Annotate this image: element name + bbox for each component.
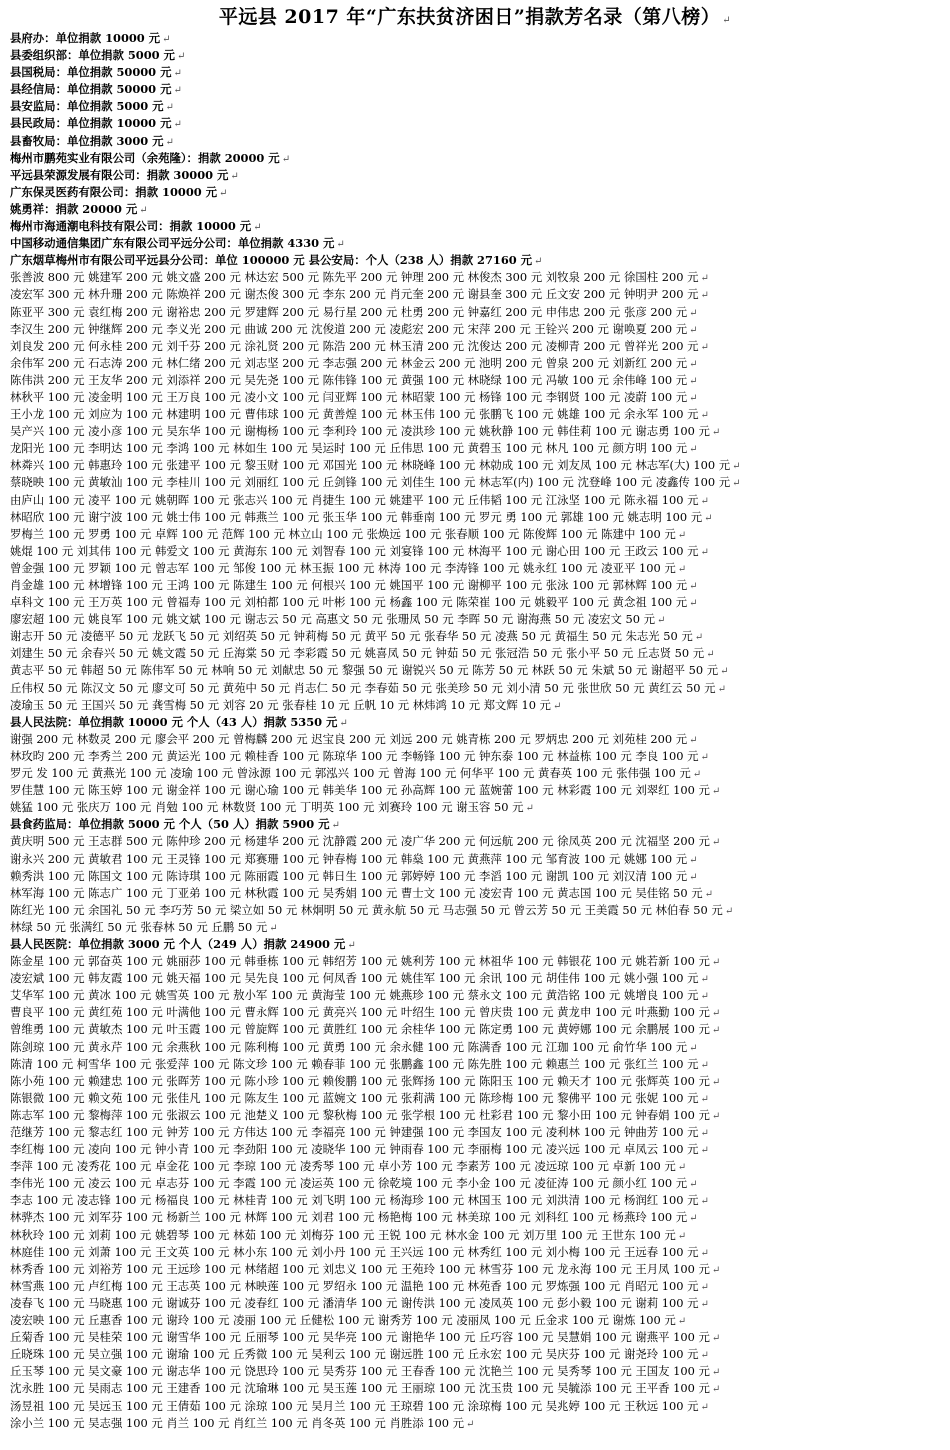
paragraph-mark-icon: ↵	[700, 751, 709, 763]
line-text: 李萍 100 元 凌秀花 100 元 卓金花 100 元 李琼 100 元 凌秀琴 100 元 卓小芳 100 元 李素芳 100 元 凌远琼 100 元 卓新 100 元	[10, 1159, 676, 1174]
paragraph-mark-icon: ↵	[657, 615, 666, 627]
paragraph-mark-icon: ↵	[711, 1333, 721, 1345]
line-text: 陈金星 100 元 郭奋英 100 元 姚丽莎 100 元 韩垂栋 100 元 韩绍芳 100 元 姚利芳 100 元 林祖华 100 元 韩银花 100 元 姚若新 100 元	[10, 954, 710, 969]
line-text: 县安监局：单位捐款 5000 元	[10, 99, 164, 114]
paragraph-mark-icon: ↵	[700, 1093, 709, 1105]
paragraph-mark-icon: ↵	[700, 1298, 709, 1310]
donor-row	[10, 1261, 940, 1278]
paragraph-mark-icon: ↵	[700, 410, 709, 422]
line-text: 凌宏映 100 元 丘惠香 100 元 谢玲 100 元 凌丽 100 元 丘健松 100 元 谢秀芳 100 元 凌丽凤 100 元 丘金求 100 元 谢炼 100 元	[10, 1313, 676, 1328]
line-text: 丘玉琴 100 元 吴文豪 100 元 谢志华 100 元 饶思玲 100 元 吴秀芬 100 元 王春香 100 元 沈艳兰 100 元 吴秀琴 100 元 王国友 100 元	[10, 1364, 710, 1379]
donor-row	[10, 526, 940, 543]
line-text: 林庭佳 100 元 刘萧 100 元 王文英 100 元 林小东 100 元 刘小丹 100 元 王兴远 100 元 林秀红 100 元 刘小梅 100 元 王远春 100 元	[10, 1244, 699, 1259]
paragraph-mark-icon: ↵	[700, 991, 709, 1003]
section-heading-line	[10, 150, 940, 167]
paragraph-mark-icon: ↵	[347, 939, 356, 951]
donor-row	[10, 355, 940, 372]
line-text: 罗梅兰 100 元 罗勇 100 元 卓辉 100 元 范辉 100 元 林立山 100 元 张焕远 100 元 张春顺 100 元 陈俊辉 100 元 陈建中 100 元	[10, 526, 676, 541]
line-text: 梅州市海通潮电科技有限公司：捐款 10000 元	[10, 219, 252, 234]
line-text: 县经信局：单位捐款 50000 元	[10, 82, 172, 97]
paragraph-mark-icon: ↵	[689, 375, 698, 387]
line-text: 曾维勇 100 元 黄敏杰 100 元 叶玉霞 100 元 曾旋辉 100 元 黄胜红 100 元 余桂华 100 元 陈定勇 100 元 黄婷娜 100 元 余鹏展 100 元	[10, 1022, 710, 1037]
donor-row	[10, 1398, 940, 1415]
donor-row	[10, 1363, 940, 1380]
donor-row	[10, 457, 940, 474]
line-text: 谢志开 50 元 凌德平 50 元 龙跃飞 50 元 刘绍英 50 元 钟莉梅 50 元 黄平 50 元 张春华 50 元 凌燕 50 元 黄福生 50 元 朱志光 50 元	[10, 629, 693, 644]
line-text: 林粦兴 100 元 韩惠玲 100 元 张建平 100 元 黎玉财 100 元 邓国光 100 元 林晓峰 100 元 林勍成 100 元 刘友凤 100 元 林志军(大) 100 元	[10, 458, 731, 473]
line-text: 林秋玲 100 元 刘莉 100 元 姚碧琴 100 元 林茹 100 元 刘梅芬 100 元 王锐 100 元 林水金 100 元 刘万里 100 元 王世东 100 元	[10, 1227, 676, 1242]
donor-row	[10, 799, 940, 816]
section-heading-line	[10, 714, 940, 731]
line-text: 林秋平 100 元 凌金明 100 元 王万良 100 元 凌小文 100 元 闫亚辉 100 元 林昭蒙 100 元 杨锋 100 元 李钢贤 100 元 凌蔚 100 元	[10, 389, 688, 404]
donor-row	[10, 645, 940, 662]
donor-row	[10, 1124, 940, 1141]
paragraph-mark-icon: ↵	[711, 1367, 721, 1379]
paragraph-mark-icon: ↵	[173, 119, 182, 131]
line-text: 丘晓珠 100 元 吴立强 100 元 谢瑜 100 元 丘秀微 100 元 吴利云 100 元 谢远胜 100 元 丘永宏 100 元 吴庆芬 100 元 谢尧玲 100 元	[10, 1347, 699, 1362]
line-text: 梅州市鹏苑实业有限公司（余苑隆）：捐款 20000 元	[10, 150, 280, 165]
paragraph-mark-icon: ↵	[689, 307, 698, 319]
paragraph-mark-icon: ↵	[677, 1230, 687, 1242]
donor-row	[10, 1141, 940, 1158]
donor-row	[10, 1380, 940, 1397]
paragraph-mark-icon: ↵	[219, 187, 228, 199]
line-text: 黄志平 50 元 韩超 50 元 陈伟军 50 元 林响 50 元 刘献忠 50 元 黎强 50 元 谢锐兴 50 元 陈芳 50 元 林跃 50 元 朱斌 50 元 谢超平 50 元	[10, 663, 719, 678]
line-text: 吴产兴 100 元 凌小彦 100 元 吴东华 100 元 谢梅杨 100 元 李利玲 100 元 凌洪珍 100 元 姚秋静 100 元 韩佳莉 100 元 谢志勇 100 元	[10, 424, 710, 439]
line-text: 李志 100 元 凌志锋 100 元 杨福良 100 元 林桂青 100 元 刘飞明 100 元 杨海珍 100 元 林国玉 100 元 刘洪清 100 元 杨润红 100 元	[10, 1193, 699, 1208]
donor-row	[10, 1312, 940, 1329]
line-text: 范继芳 100 元 黎志红 100 元 钟芳 100 元 方伟达 100 元 李福亮 100 元 钟建强 100 元 李国友 100 元 凌利林 100 元 钟曲芳 100 元	[10, 1125, 699, 1139]
paragraph-mark-icon: ↵	[173, 85, 182, 97]
donor-row	[10, 1227, 940, 1244]
donor-row	[10, 509, 940, 526]
line-text: 陈亚平 300 元 袁红梅 200 元 谢裕忠 200 元 罗建辉 200 元 易行星 200 元 杜勇 200 元 钟嘉红 200 元 申伟忠 200 元 张彦 200 元	[10, 304, 688, 319]
line-text: 姚猛 100 元 张庆万 100 元 肖勉 100 元 林数贤 100 元 丁明英 100 元 刘赛玲 100 元 谢玉容 50 元	[10, 800, 524, 815]
paragraph-mark-icon: ↵	[711, 1384, 721, 1396]
paragraph-mark-icon: ↵	[717, 683, 726, 695]
donor-row	[10, 440, 940, 457]
line-text: 县国税局：单位捐款 50000 元	[10, 65, 172, 80]
donor-row	[10, 560, 940, 577]
donor-row	[10, 697, 940, 714]
paragraph-mark-icon: ↵	[704, 512, 713, 524]
donor-row	[10, 1039, 940, 1056]
line-text: 陈志军 100 元 黎梅萍 100 元 张淑云 100 元 池楚义 100 元 黎秋梅 100 元 张学根 100 元 杜彩君 100 元 黎小田 100 元 钟春娟 100 元	[10, 1107, 710, 1122]
paragraph-mark-icon: ↵	[722, 15, 732, 26]
line-text: 沈永胜 100 元 吴雨志 100 元 王建香 100 元 沈瑜琳 100 元 吴玉莲 100 元 王丽琼 100 元 沈玉贵 100 元 吴毓添 100 元 王平香 100 元	[10, 1381, 710, 1396]
paragraph-mark-icon: ↵	[689, 598, 698, 610]
section-heading-line	[10, 936, 940, 953]
paragraph-mark-icon: ↵	[700, 290, 709, 302]
line-text: 陈红光 100 元 余国礼 50 元 李巧芳 50 元 梁立如 50 元 林炯明 50 元 黄永航 50 元 马志强 50 元 曾云芳 50 元 王美霞 50 元 林伯春 50 元	[10, 902, 723, 917]
donor-row	[10, 406, 940, 423]
donor-row	[10, 372, 940, 389]
paragraph-mark-icon: ↵	[331, 820, 340, 832]
line-text: 县畜牧局：单位捐款 3000 元	[10, 133, 164, 148]
document-title	[10, 4, 940, 30]
donor-row	[10, 1415, 940, 1432]
section-heading-line	[10, 64, 940, 81]
line-text: 刘建生 50 元 余春兴 50 元 姚文霞 50 元 丘海棠 50 元 李彩霞 50 元 姚喜凤 50 元 钟茹 50 元 张冠浩 50 元 张小平 50 元 丘志贤 50 元	[10, 646, 705, 661]
donor-row	[10, 1090, 940, 1107]
paragraph-mark-icon: ↵	[534, 256, 543, 268]
paragraph-mark-icon: ↵	[336, 239, 345, 251]
paragraph-mark-icon: ↵	[700, 1401, 709, 1413]
donor-row	[10, 680, 940, 697]
line-text: 黄庆明 500 元 王志群 500 元 陈仲珍 200 元 杨建华 200 元 沈静霞 200 元 凌广华 200 元 何远航 200 元 徐凤英 200 元 沈福坚 200 元	[10, 834, 710, 849]
paragraph-mark-icon: ↵	[339, 717, 348, 729]
donor-row	[10, 868, 940, 885]
line-text: 县民政局：单位捐款 10000 元	[10, 116, 172, 131]
paragraph-mark-icon: ↵	[711, 837, 721, 849]
section-heading-line	[10, 115, 940, 132]
paragraph-mark-icon: ↵	[689, 1213, 698, 1225]
donor-row	[10, 1192, 940, 1209]
line-text: 赖秀洪 100 元 陈国文 100 元 陈诗琪 100 元 陈丽霞 100 元 韩日生 100 元 郭婷婷 100 元 李滔 100 元 谢凯 100 元 刘汉清 100 元	[10, 868, 688, 883]
donor-row	[10, 321, 940, 338]
paragraph-mark-icon: ↵	[694, 632, 704, 644]
line-text: 林玫昀 200 元 李秀兰 200 元 黄运光 100 元 赖桂香 100 元 陈琼华 100 元 李畅锋 100 元 钟东泰 100 元 林益栋 100 元 李良 100 元	[10, 748, 699, 763]
line-text: 凌宏斌 100 元 韩友霞 100 元 姚天福 100 元 吴先良 100 元 何凤香 100 元 姚佳军 100 元 余讯 100 元 胡佳伟 100 元 姚小强 100 元	[10, 971, 699, 986]
paragraph-mark-icon: ↵	[692, 769, 702, 781]
line-text: 凌宏军 300 元 林升珊 200 元 陈焕祥 200 元 谢杰俊 300 元 李东 200 元 肖元奎 200 元 谢县奎 300 元 丘文安 200 元 钟明尹 200 元	[10, 287, 699, 302]
paragraph-mark-icon: ↵	[173, 68, 182, 80]
paragraph-mark-icon: ↵	[711, 1076, 721, 1088]
line-text: 凌瑜玉 50 元 王国兴 50 元 龚雪梅 50 元 刘容 20 元 张春桂 10 元 丘帆 10 元 林炜鸿 10 元 郑文辉 10 元	[10, 697, 551, 712]
paragraph-mark-icon: ↵	[677, 1162, 687, 1174]
donor-row	[10, 611, 940, 628]
line-text: 陈伟洪 200 元 王友华 200 元 刘添祥 200 元 吴先尧 100 元 陈伟锋 100 元 黄强 100 元 林晓绿 100 元 冯敏 100 元 余伟峰 100 元	[10, 372, 688, 387]
line-text: 由庐山 100 元 凌平 100 元 姚朝晖 100 元 张志兴 100 元 肖捷生 100 元 姚建平 100 元 丘伟韬 100 元 江泳坚 100 元 陈永福 100 元	[10, 492, 699, 507]
section-heading-line	[10, 30, 940, 47]
paragraph-mark-icon: ↵	[525, 803, 534, 815]
line-text: 肖金雄 100 元 林增锋 100 元 王鸿 100 元 陈建生 100 元 何根兴 100 元 姚国平 100 元 谢柳平 100 元 张泳 100 元 郭林辉 100 元	[10, 578, 688, 592]
paragraph-mark-icon: ↵	[689, 871, 698, 883]
donor-row	[10, 577, 940, 594]
paragraph-mark-icon: ↵	[165, 102, 174, 114]
line-text: 卓科文 100 元 王万英 100 元 曾福寿 100 元 刘柏都 100 元 叶彬 100 元 杨鑫 100 元 陈荣崔 100 元 姚毅平 100 元 黄念祖 100 元	[10, 595, 688, 610]
paragraph-mark-icon: ↵	[689, 854, 698, 866]
paragraph-mark-icon: ↵	[700, 1196, 709, 1208]
paragraph-mark-icon: ↵	[700, 273, 709, 285]
line-text: 陈剑琼 100 元 黄永芹 100 元 余燕秋 100 元 陈利梅 100 元 黄勇 100 元 余永健 100 元 陈满香 100 元 江珈 100 元 俞竹华 100 元	[10, 1039, 688, 1054]
donor-row	[10, 765, 940, 782]
donor-row	[10, 286, 940, 303]
line-text: 丘伟权 50 元 陈汉文 50 元 廖文可 50 元 黄苑中 50 元 肖志仁 50 元 李春茹 50 元 张美珍 50 元 刘小清 50 元 张世欣 50 元 黄红云 50 元	[10, 680, 716, 695]
paragraph-mark-icon: ↵	[704, 888, 714, 900]
donor-lines	[10, 30, 940, 1432]
line-text: 李汉生 200 元 钟继辉 200 元 李义光 200 元 曲诚 200 元 沈俊道 200 元 凌彪宏 200 元 宋萍 200 元 王铨兴 200 元 谢唤夏 200 元	[10, 321, 688, 336]
paragraph-mark-icon: ↵	[700, 341, 709, 353]
paragraph-mark-icon: ↵	[724, 905, 734, 917]
donor-row	[10, 1295, 940, 1312]
donor-row	[10, 389, 940, 406]
paragraph-mark-icon: ↵	[700, 1350, 709, 1362]
paragraph-mark-icon: ↵	[700, 1145, 709, 1157]
line-text: 刘良发 200 元 何永桂 200 元 刘千芬 200 元 涂礼贤 200 元 陈浩 200 元 林玉清 200 元 沈俊达 200 元 凌柳青 200 元 曾祥光 200 元	[10, 338, 699, 353]
paragraph-mark-icon: ↵	[162, 34, 171, 45]
donor-row	[10, 269, 940, 286]
paragraph-mark-icon: ↵	[732, 478, 741, 490]
paragraph-mark-icon: ↵	[677, 529, 687, 541]
paragraph-mark-icon: ↵	[281, 153, 291, 165]
line-text: 平远县荣源发展有限公司：捐款 30000 元	[10, 167, 229, 182]
line-text: 县食药监局：单位捐款 5000 元 个人（50 人）捐款 5900 元	[10, 817, 330, 832]
donor-row	[10, 970, 940, 987]
line-text: 林秀香 100 元 刘裕芳 100 元 王远珍 100 元 林绪超 100 元 刘忠义 100 元 王苑玲 100 元 林雪芬 100 元 龙永海 100 元 王月凤 100 元	[10, 1261, 710, 1276]
line-text: 罗元 发 100 元 黄燕光 100 元 凌瑜 100 元 曾泳源 100 元 郭泓兴 100 元 曾海 100 元 何华平 100 元 黄春英 100 元 张伟强 100 元	[10, 766, 691, 781]
paragraph-mark-icon: ↵	[689, 1042, 698, 1054]
section-heading-line	[10, 47, 940, 64]
paragraph-mark-icon: ↵	[689, 392, 698, 404]
donor-row	[10, 338, 940, 355]
paragraph-mark-icon: ↵	[677, 1316, 687, 1328]
line-text: 林雪燕 100 元 卢红梅 100 元 王志英 100 元 林映莲 100 元 罗绍永 100 元 温艳 100 元 林苑香 100 元 罗炼强 100 元 肖昭元 100 元	[10, 1278, 699, 1293]
line-text: 谢永兴 200 元 黄敏君 100 元 王灵锋 100 元 郑赛珊 100 元 钟春梅 100 元 韩燊 100 元 黄燕萍 100 元 邹育波 100 元 姚娜 100 元	[10, 851, 688, 866]
paragraph-mark-icon: ↵	[711, 786, 721, 798]
section-heading-line	[10, 201, 940, 218]
paragraph-mark-icon: ↵	[552, 700, 562, 712]
donor-row	[10, 953, 940, 970]
line-text: 王小龙 100 元 刘应为 100 元 林建明 100 元 曹伟球 100 元 黄善煌 100 元 林玉伟 100 元 张鹏飞 100 元 姚雄 100 元 余永军 100 元	[10, 407, 699, 422]
line-text: 陈清 100 元 柯雪华 100 元 张爱萍 100 元 陈文珍 100 元 赖春菲 100 元 张鹏鑫 100 元 陈先胜 100 元 赖惠兰 100 元 张红兰 100 元	[10, 1056, 699, 1071]
paragraph-mark-icon: ↵	[711, 1008, 721, 1020]
line-text: 李红梅 100 元 凌向 100 元 钟小青 100 元 李劲阳 100 元 凌晓华 100 元 钟雨春 100 元 李丽梅 100 元 凌兴远 100 元 卓凤云 100 元	[10, 1142, 699, 1157]
donor-row	[10, 1056, 940, 1073]
donor-row	[10, 987, 940, 1004]
paragraph-mark-icon: ↵	[176, 51, 186, 63]
line-text: 艾华军 100 元 黄冰 100 元 姚雪英 100 元 敖小军 100 元 黄海莹 100 元 姚燕珍 100 元 蔡永文 100 元 黄浩铭 100 元 姚增良 100 元	[10, 988, 699, 1003]
paragraph-mark-icon: ↵	[269, 922, 278, 934]
section-heading-line	[10, 167, 940, 184]
donor-row	[10, 1244, 940, 1261]
paragraph-mark-icon: ↵	[711, 957, 721, 969]
line-text: 谢强 200 元 林数灵 200 元 廖会平 200 元 曾梅麟 200 元 迟宝良 200 元 刘远 200 元 姚青栋 200 元 罗炳忠 200 元 刘苑桂 200 元	[10, 731, 688, 746]
paragraph-mark-icon: ↵	[732, 461, 741, 473]
donor-row	[10, 1329, 940, 1346]
paragraph-mark-icon: ↵	[689, 581, 698, 592]
line-text: 广东烟草梅州市有限公司平远县分公司：单位 100000 元 县公安局：个人（238 人）捐款 27160 元	[10, 253, 533, 268]
line-text: 林绿 50 元 张满红 50 元 张春林 50 元 丘鹏 50 元	[10, 919, 268, 934]
donor-row	[10, 1158, 940, 1175]
line-text: 罗佳慧 100 元 陈玉婷 100 元 谢金祥 100 元 谢心瑜 100 元 韩美华 100 元 孙高辉 100 元 蓝婉蕾 100 元 林彩霞 100 元 刘翠红 100 元	[10, 783, 710, 798]
section-heading-line	[10, 816, 940, 833]
title-text: 平远县 2017 年“广东扶贫济困日”捐款芳名录（第八榜）	[218, 6, 721, 28]
line-text: 曾金强 100 元 罗颖 100 元 曾志军 100 元 邹俊 100 元 林玉振 100 元 林涛 100 元 李涛锋 100 元 姚永红 100 元 凌亚平 100 元	[10, 560, 676, 575]
line-text: 中国移动通信集团广东有限公司平远分公司：单位捐款 4330 元	[10, 236, 335, 251]
line-text: 陈小苑 100 元 赖建忠 100 元 张晖芳 100 元 陈小珍 100 元 赖俊鹏 100 元 张辉扬 100 元 陈阳玉 100 元 赖天才 100 元 张辉英 100 元	[10, 1073, 710, 1088]
paragraph-mark-icon: ↵	[689, 324, 698, 336]
donor-row	[10, 1175, 940, 1192]
line-text: 余伟军 200 元 石志涛 200 元 林仁绪 200 元 刘志坚 200 元 李志强 200 元 林金云 200 元 池明 200 元 曾泉 200 元 刘新红 200 元	[10, 355, 688, 370]
donor-row	[10, 1346, 940, 1363]
line-text: 县委组织部：单位捐款 5000 元	[10, 48, 175, 63]
section-heading-line	[10, 184, 940, 201]
paragraph-mark-icon: ↵	[689, 1179, 698, 1191]
donor-row	[10, 474, 940, 491]
line-text: 县府办：单位捐款 10000 元	[10, 31, 161, 45]
donor-row	[10, 1073, 940, 1090]
donor-row	[10, 833, 940, 850]
line-text: 林军海 100 元 陈志广 100 元 丁亚弟 100 元 林秋霞 100 元 吴秀娟 100 元 曹士文 100 元 凌宏青 100 元 黄志国 100 元 吴佳铭 50 元	[10, 885, 703, 900]
paragraph-mark-icon: ↵	[711, 1264, 721, 1276]
paragraph-mark-icon: ↵	[466, 1418, 475, 1430]
paragraph-mark-icon: ↵	[706, 649, 715, 661]
donor-row	[10, 492, 940, 509]
donor-row	[10, 543, 940, 560]
donor-row	[10, 1107, 940, 1124]
donor-row	[10, 748, 940, 765]
donor-row	[10, 1278, 940, 1295]
donor-row	[10, 628, 940, 645]
paragraph-mark-icon: ↵	[689, 444, 698, 456]
paragraph-mark-icon: ↵	[139, 204, 148, 216]
line-text: 县人民法院：单位捐款 10000 元 个人（43 人）捐款 5350 元	[10, 714, 338, 729]
paragraph-mark-icon: ↵	[677, 563, 687, 575]
line-text: 李伟光 100 元 凌云 100 元 卓志芬 100 元 李霞 100 元 凌运英 100 元 徐乾境 100 元 李小金 100 元 凌征涛 100 元 颜小红 100 元	[10, 1176, 688, 1191]
line-text: 涂小兰 100 元 吴志强 100 元 肖兰 100 元 肖红兰 100 元 肖冬英 100 元 肖胜添 100 元	[10, 1415, 464, 1430]
line-text: 廖宏超 100 元 姚良军 100 元 姚文斌 100 元 谢志云 50 元 高惠文 50 元 张珊凤 50 元 李晖 50 元 谢海燕 50 元 凌宏文 50 元	[10, 612, 656, 627]
line-text: 汤昱祖 100 元 吴远玉 100 元 王倩茹 100 元 涂琼 100 元 吴月兰 100 元 王琼碧 100 元 涂琼梅 100 元 吴兆婷 100 元 王秋远 100 元	[10, 1398, 699, 1413]
paragraph-mark-icon: ↵	[253, 222, 262, 234]
line-text: 陈银微 100 元 赖文苑 100 元 张佳凡 100 元 陈友生 100 元 蓝婉文 100 元 张莉满 100 元 陈珍梅 100 元 黎佛平 100 元 张妮 100 元	[10, 1090, 699, 1105]
paragraph-mark-icon: ↵	[700, 1059, 709, 1071]
paragraph-mark-icon: ↵	[165, 136, 174, 148]
section-heading-line	[10, 81, 940, 98]
line-text: 姚勇祥：捐款 20000 元	[10, 201, 138, 216]
line-text: 姚焜 100 元 刘其伟 100 元 韩爱文 100 元 黄海东 100 元 刘智春 100 元 刘宴锋 100 元 林海平 100 元 谢心田 100 元 王政云 100 元	[10, 543, 699, 558]
paragraph-mark-icon: ↵	[711, 1025, 721, 1037]
section-heading-line	[10, 98, 940, 115]
line-text: 龙阳光 100 元 李明达 100 元 李鸿 100 元 林如生 100 元 吴运时 100 元 丘伟思 100 元 黄碧玉 100 元 林凡 100 元 颜方明 100 元	[10, 441, 688, 456]
donor-row	[10, 423, 940, 440]
paragraph-mark-icon: ↵	[700, 974, 709, 986]
paragraph-mark-icon: ↵	[700, 1128, 709, 1139]
paragraph-mark-icon: ↵	[230, 170, 239, 182]
donor-row	[10, 902, 940, 919]
section-heading-line	[10, 133, 940, 150]
line-text: 县人民医院：单位捐款 3000 元 个人（249 人）捐款 24900 元	[10, 936, 346, 951]
line-text: 曹良平 100 元 黄红苑 100 元 叶满他 100 元 曹永辉 100 元 黄亮兴 100 元 叶绍生 100 元 曾庆贵 100 元 黄龙申 100 元 叶燕勤 100 元	[10, 1005, 710, 1020]
line-text: 张善波 800 元 姚建军 200 元 姚文盛 200 元 林达宏 500 元 陈先平 200 元 钟理 200 元 林俊杰 300 元 刘牧泉 200 元 徐国柱 200 元	[10, 270, 699, 285]
donor-row	[10, 885, 940, 902]
paragraph-mark-icon: ↵	[711, 427, 721, 439]
paragraph-mark-icon: ↵	[700, 1281, 709, 1293]
line-text: 蔡晓映 100 元 黄敏汕 100 元 李桂川 100 元 刘丽红 100 元 丘剑锋 100 元 刘佳生 100 元 林志军(内) 100 元 沈登峰 100 元 凌鑫传 100 元	[10, 475, 731, 490]
line-text: 凌春飞 100 元 马晓惠 100 元 谢诚芬 100 元 凌春红 100 元 潘清华 100 元 谢传洪 100 元 凌凤英 100 元 彭小毅 100 元 谢莉 100 元	[10, 1295, 699, 1310]
line-text: 林昭欣 100 元 谢宁波 100 元 姚士伟 100 元 韩燕兰 100 元 张玉华 100 元 韩垂南 100 元 罗元 勇 100 元 郭雄 100 元 姚志明 100 元	[10, 509, 703, 524]
section-heading-line	[10, 218, 940, 235]
donor-row	[10, 919, 940, 936]
paragraph-mark-icon: ↵	[689, 358, 698, 370]
paragraph-mark-icon: ↵	[711, 1110, 721, 1122]
line-text: 林骅杰 100 元 刘军芬 100 元 杨新兰 100 元 林辉 100 元 刘君 100 元 杨艳梅 100 元 林美琼 100 元 刘科红 100 元 杨燕玲 100 元	[10, 1210, 688, 1225]
donor-row	[10, 731, 940, 748]
paragraph-mark-icon: ↵	[720, 666, 729, 678]
section-heading-line	[10, 235, 940, 252]
donor-row	[10, 1209, 940, 1226]
section-heading-line	[10, 252, 940, 269]
donor-row	[10, 1021, 940, 1038]
donor-row	[10, 851, 940, 868]
paragraph-mark-icon: ↵	[700, 1247, 709, 1259]
paragraph-mark-icon: ↵	[700, 546, 709, 558]
donor-row	[10, 662, 940, 679]
paragraph-mark-icon: ↵	[689, 734, 698, 746]
donor-row	[10, 304, 940, 321]
donor-row	[10, 782, 940, 799]
donor-row	[10, 594, 940, 611]
line-text: 广东保灵医药有限公司：捐款 10000 元	[10, 184, 218, 199]
line-text: 丘菊香 100 元 吴桂荣 100 元 谢雪华 100 元 丘丽琴 100 元 吴华亮 100 元 谢艳华 100 元 丘巧容 100 元 吴慧娟 100 元 谢燕平 100 元	[10, 1330, 710, 1345]
donor-row	[10, 1004, 940, 1021]
paragraph-mark-icon: ↵	[700, 495, 709, 507]
